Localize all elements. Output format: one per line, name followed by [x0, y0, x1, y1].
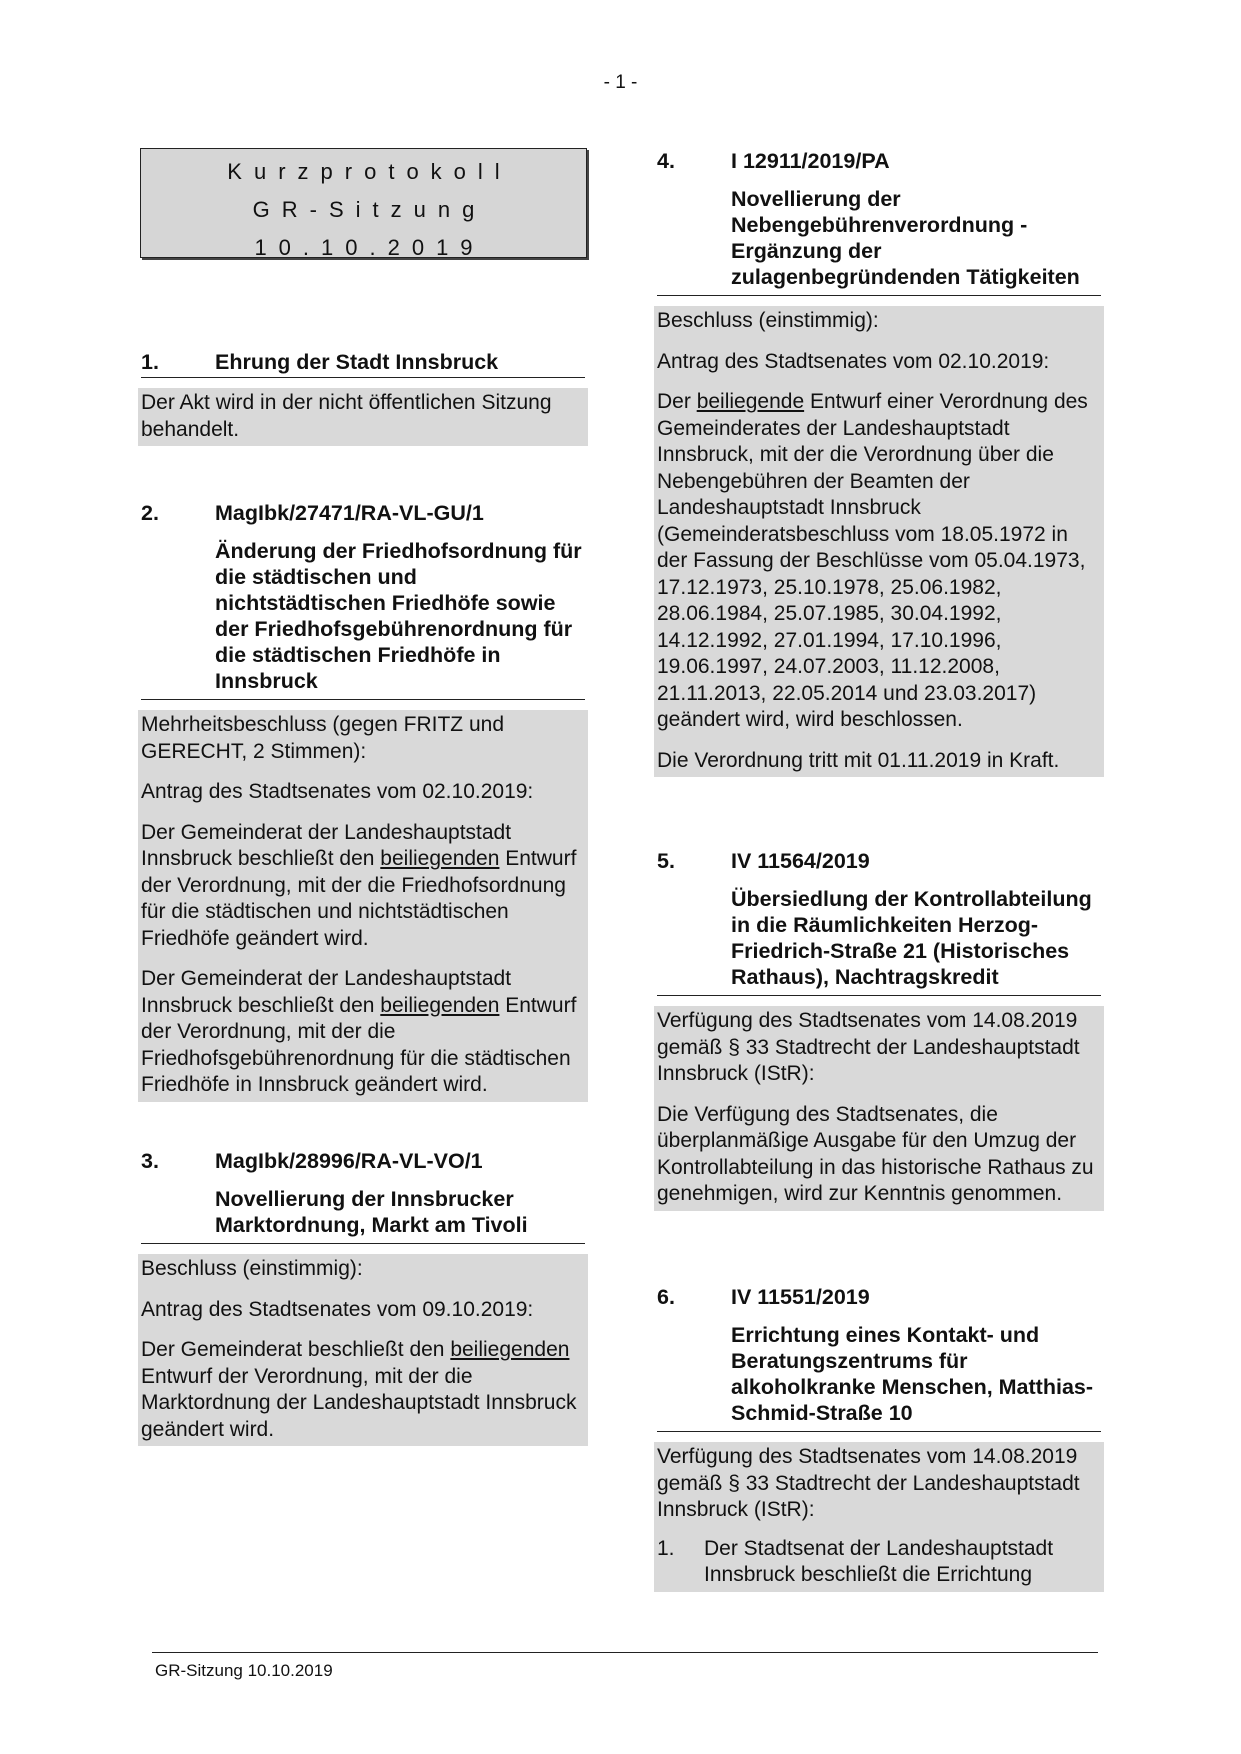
item-title: Übersiedlung der Kontrollabteilung in die Räumlichkeiten Herzog-Friedrich-Straße 21 (Historisches Rathaus), Nachtragskredit: [731, 887, 1092, 989]
item-title: Novellierung der Innsbrucker Marktordnung, Markt am Tivoli: [215, 1187, 528, 1237]
item-number: 4.: [657, 149, 675, 173]
point-text: Der Stadtsenat der Landeshauptstadt Innsbruck beschließt die Errichtung: [704, 1536, 1054, 1586]
divider: [141, 699, 585, 700]
divider: [657, 295, 1101, 296]
item-reference: IV 11551/2019: [731, 1285, 870, 1309]
attachment-link[interactable]: beiliegenden: [380, 993, 500, 1017]
resolution-text: Der beiliegende Entwurf einer Verordnung des Gemeinderates der Landeshauptstadt Innsbruck, mit der die Verordnung über die Nebengebühren der Beamten der Landeshauptstadt Innsbruck (Gemeinderatsbeschluss vom 18.05.1972 in der Fassung der Beschlüsse vom 05.04.1973, 17.12.1973, 25.10.1978, 25.06.1982, 28.06.1984, 25.07.1985, 30.04.1992, 14.12.1992, 27.01.1994, 17.10.1996, 19.06.1997, 24.07.2003, 11.12.2008, 21.11.2013, 22.05.2014 und 23.03.2017) geändert wird, wird beschlossen.: [657, 390, 1088, 731]
vote-result: Beschluss (einstimmig):: [657, 309, 879, 332]
resolution-text: Die Verfügung des Stadtsenates, die überplanmäßige Ausgabe für den Umzug der Kontrollabteilung in das historische Rathaus zu genehmigen, wird zur Kenntnis genommen.: [657, 1102, 1094, 1205]
page-number: - 1 -: [603, 72, 638, 93]
attachment-link[interactable]: beiliegende: [696, 390, 805, 413]
title-box: [140, 148, 587, 258]
resolution-block: [654, 1006, 1104, 1211]
divider: [657, 995, 1101, 996]
title-line-session: GR-Sitzung: [252, 197, 487, 222]
divider: [141, 377, 585, 378]
effective-date: Die Verordnung tritt mit 01.11.2019 in Kraft.: [657, 748, 1060, 772]
item-reference: MagIbk/27471/RA-VL-GU/1: [215, 501, 484, 525]
vote-result: Mehrheitsbeschluss (gegen FRITZ und GERECHT, 2 Stimmen):: [141, 713, 504, 763]
item-number: 3.: [141, 1149, 159, 1173]
item-title: Änderung der Friedhofsordnung für die städtischen und nichtstädtischen Friedhöfe sowie der Friedhofsgebührenordnung für die städtischen Friedhöfe in Innsbruck: [215, 539, 582, 693]
resolution-text: Der Gemeinderat der Landeshauptstadt Innsbruck beschließt den beiliegenden Entwurf der Verordnung, mit der die Friedhofsordnung für die städtischen und nichtstädtischen Friedhöfe geändert wird.: [141, 820, 577, 950]
motion-source: Antrag des Stadtsenates vom 02.10.2019:: [657, 349, 1050, 373]
resolution-block: [654, 306, 1104, 777]
item-reference: MagIbk/28996/RA-VL-VO/1: [215, 1149, 483, 1173]
agenda-item-6: [657, 1284, 1101, 1592]
attachment-link[interactable]: beiliegenden: [380, 847, 500, 870]
motion-source: Antrag des Stadtsenates vom 02.10.2019:: [141, 780, 534, 803]
item-heading: [141, 500, 585, 526]
motion-source: Antrag des Stadtsenates vom 09.10.2019:: [141, 1297, 534, 1321]
item-reference: IV 11564/2019: [731, 849, 870, 873]
agenda-item-3: [141, 1148, 585, 1446]
left-column: [141, 148, 585, 1441]
agenda-item-4: [657, 148, 1101, 777]
agenda-item-1: [141, 349, 585, 446]
item-number: 6.: [657, 1285, 675, 1309]
motion-source: Verfügung des Stadtsenates vom 14.08.2019 gemäß § 33 Stadtrecht der Landeshauptstadt Innsbruck (IStR):: [657, 1445, 1080, 1521]
resolution-block: [654, 1442, 1104, 1592]
footer-divider: [152, 1652, 1098, 1653]
agenda-item-2: [141, 500, 585, 1102]
item-heading: [141, 349, 585, 375]
vote-result: Beschluss (einstimmig):: [141, 1257, 363, 1280]
title-line-protocol: Kurzprotokoll: [227, 159, 512, 184]
resolution-text: Der Akt wird in der nicht öffentlichen Sitzung behandelt.: [141, 391, 552, 441]
item-number: 1.: [141, 350, 159, 374]
motion-source: Verfügung des Stadtsenates vom 14.08.2019 gemäß § 33 Stadtrecht der Landeshauptstadt Innsbruck (IStR):: [657, 1009, 1080, 1085]
item-heading: [657, 148, 1101, 174]
divider: [141, 1243, 585, 1244]
resolution-block: [138, 388, 588, 446]
resolution-block: [138, 710, 588, 1102]
resolution-block: [138, 1254, 588, 1446]
resolution-text: Der Gemeinderat beschließt den beiliegenden Entwurf der Verordnung, mit der die Marktordnung der Landeshauptstadt Innsbruck geändert wird.: [141, 1338, 577, 1441]
item-number: 5.: [657, 849, 675, 873]
divider: [657, 1431, 1101, 1432]
item-heading: [657, 1284, 1101, 1310]
point-number: 1.: [657, 1536, 675, 1560]
title-line-date: 10.10.2019: [254, 235, 485, 260]
numbered-point: [657, 1536, 1101, 1589]
item-heading: [141, 1148, 585, 1174]
footer-text: GR-Sitzung 10.10.2019: [155, 1661, 333, 1680]
item-title: Novellierung der Nebengebührenverordnung - Ergänzung der zulagenbegründenden Tätigkeiten: [731, 187, 1080, 289]
item-title: Errichtung eines Kontakt- und Beratungszentrums für alkoholkranke Menschen, Matthias-Schmid-Straße 10: [731, 1323, 1094, 1425]
item-number: 2.: [141, 501, 159, 525]
agenda-item-5: [657, 848, 1101, 1211]
item-heading: [657, 848, 1101, 874]
attachment-link[interactable]: beiliegenden: [450, 1338, 570, 1361]
resolution-text: Der Gemeinderat der Landeshauptstadt Innsbruck beschließt den beiliegenden Entwurf der Verordnung, mit der die Friedhofsgebührenordnung für die städtischen Friedhöfe in Innsbruck geändert wird.: [141, 967, 577, 1096]
item-reference: I 12911/2019/PA: [731, 149, 890, 173]
item-title: Ehrung der Stadt Innsbruck: [215, 350, 499, 374]
